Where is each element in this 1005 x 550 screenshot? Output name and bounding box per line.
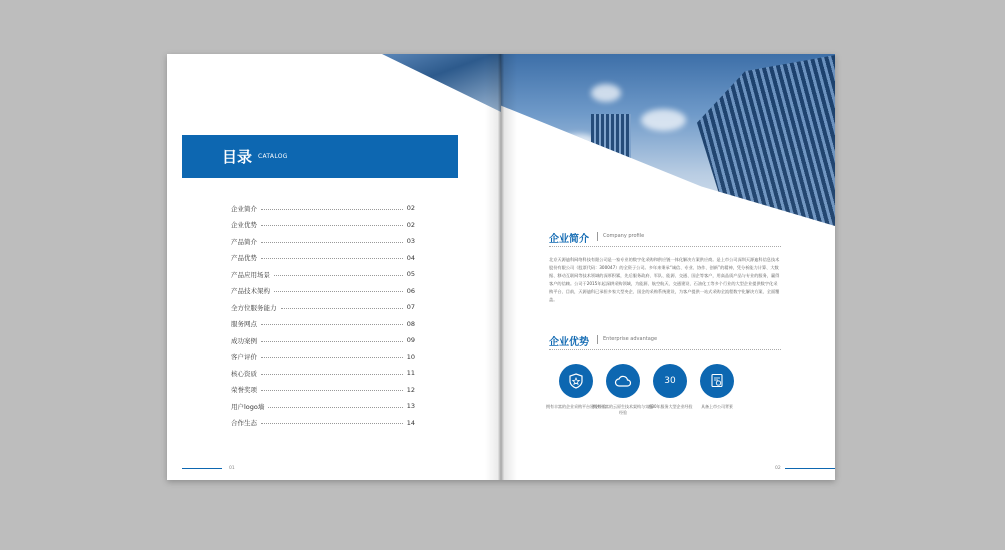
toc-leader-dots [261,357,403,358]
toc-item[interactable] [231,365,415,382]
toc-item[interactable] [231,316,415,333]
toc-item-page: 14 [406,418,415,427]
toc-item-page: 11 [406,369,415,378]
advantage-title: 企业优势 [549,337,589,348]
shield-icon [559,364,593,398]
advantage-text: 近30年服务大型企业经验 [647,404,693,409]
toc-item[interactable] [231,332,415,349]
toc-item-label: 企业优势 [231,221,257,230]
toc-item-page: 12 [406,385,415,394]
right-page [501,54,835,480]
toc-item-page: 13 [406,402,415,411]
toc-item-page: 02 [406,220,415,229]
toc-leader-dots [261,374,403,375]
toc-item[interactable] [231,415,415,432]
toc-item-page: 04 [406,253,415,262]
toc-item-page: 02 [406,204,415,213]
toc-item-page: 09 [406,336,415,345]
toc-item[interactable] [231,266,415,283]
building-tower [681,54,835,226]
toc-leader-dots [261,423,403,424]
catalog-subtitle: CATALOG [258,153,288,160]
toc-item[interactable] [231,217,415,234]
toc-leader-dots [261,242,403,243]
footer-rule [785,468,835,469]
section-divider [549,349,781,350]
toc-item[interactable] [231,349,415,366]
left-page [167,54,501,480]
toc-item-label: 荣誉奖项 [231,386,257,395]
toc-leader-dots [261,341,403,342]
section-divider [549,246,781,247]
toc-item-page: 10 [406,352,415,361]
toc-item-label: 全方位服务能力 [231,303,277,312]
certificate-icon [700,364,734,398]
intro-subtitle: Company profile [603,233,645,239]
toc-leader-dots [261,258,403,259]
advantage-subtitle: Enterprise advantage [603,336,658,342]
toc-leader-dots [274,275,403,276]
cloud-icon [606,364,640,398]
toc-item-label: 服务网点 [231,320,257,329]
toc-item[interactable] [231,299,415,316]
footer-rule [182,468,222,469]
page-number: 01 [229,466,235,471]
toc-item-label: 产品简介 [231,237,257,246]
toc-item-page: 06 [406,286,415,295]
advantage-text: 具备上市公司背景 [701,404,733,409]
toc-item-label: 企业简介 [231,204,257,213]
toc-leader-dots [281,308,403,309]
toc-item-label: 用户logo墙 [231,402,265,411]
toc-item-label: 核心资质 [231,369,257,378]
toc-item[interactable] [231,200,415,217]
toc-leader-dots [261,225,403,226]
toc-leader-dots [261,209,403,210]
table-of-contents [231,200,415,431]
toc-item[interactable] [231,398,415,415]
toc-item-label: 产品优势 [231,254,257,263]
brochure-spread [167,54,835,480]
number-icon: 30 [653,364,687,398]
toc-item[interactable] [231,382,415,399]
catalog-title: 目录 [222,148,253,166]
toc-item-page: 03 [406,237,415,246]
toc-item[interactable] [231,250,415,267]
toc-item-label: 合作生态 [231,419,257,428]
building-photo-left [382,54,501,112]
catalog-header [182,135,458,178]
toc-item[interactable] [231,283,415,300]
toc-leader-dots [274,291,403,292]
advantage-text: 拥有丰富的企业采购平台建设经验 [546,404,606,409]
building-small [591,114,631,184]
advantage-text: 拥有丰富的云原生技术架构与实施经验 [593,404,653,415]
toc-item-label: 客户评价 [231,353,257,362]
toc-leader-dots [268,407,402,408]
toc-item-label: 成功案例 [231,336,257,345]
toc-item-page: 07 [406,303,415,312]
toc-leader-dots [261,390,403,391]
building-photo-right [501,54,835,226]
toc-leader-dots [261,324,403,325]
toc-item[interactable] [231,233,415,250]
toc-item-label: 产品应用场景 [231,270,270,279]
toc-item-page: 08 [406,319,415,328]
page-number: 02 [775,466,781,471]
toc-item-page: 05 [406,270,415,279]
intro-title: 企业简介 [549,234,589,245]
toc-item-label: 产品技术架构 [231,287,270,296]
intro-paragraph: 北京天源迪科网络科技有限公司是一家专业的数字化采购和供应链一体化解决方案供应商。是上市公司深圳天源迪科信息技术股份有限公司（股票代码：300047）的全资子公司。多年来秉承“诚信、专业、协作、创新”的精神，凭分析能力计算、大数据、移动互联网等技术领域的深厚积累，先后服务政府、军队、能源、交通、国企等客户，用高品质产品与专业的服务，赢得客户的信赖。公司于2015年起深耕采购领域，为能源、航空航天、交通建设、石油化工等多个行业的大型企业提供数字化采购平台、目前，天源迪科已承担多家大型央企、国企的采购系统建设，为客户提供一站式采购全流程数字化解决方案、全面覆盖。 [549,257,780,302]
